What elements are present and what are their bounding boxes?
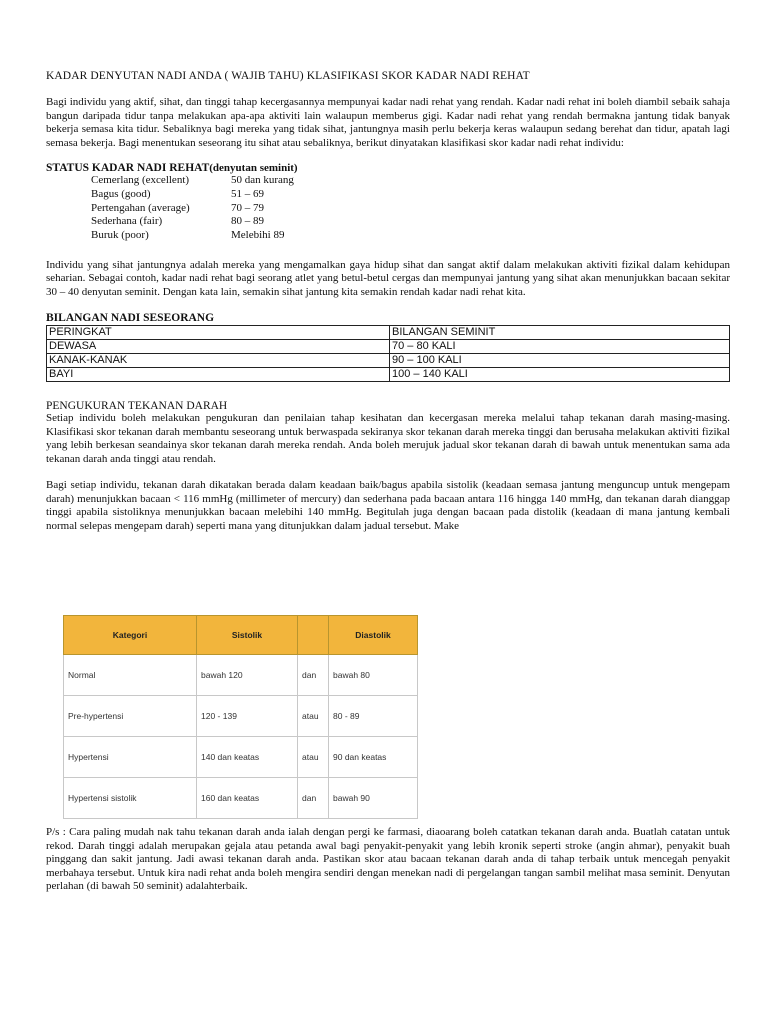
pulse-table	[46, 325, 730, 382]
document-page	[46, 70, 730, 533]
bp-header-cell: Kategori	[64, 616, 197, 655]
bp-cell: Normal	[64, 655, 197, 696]
status-value: 80 – 89	[231, 215, 264, 228]
bp-table	[63, 615, 418, 819]
bp-cell: 80 - 89	[329, 696, 418, 737]
table-cell: 100 – 140 KALI	[390, 368, 730, 382]
status-label: Bagus (good)	[91, 187, 151, 200]
table-row	[47, 368, 730, 382]
table-row	[64, 655, 418, 696]
table-row	[64, 778, 418, 819]
status-value: Melebihi 89	[231, 229, 285, 242]
status-list	[91, 174, 730, 243]
bp-cell: 160 dan keatas	[197, 778, 298, 819]
bp-header-cell	[298, 616, 329, 655]
table-row	[47, 354, 730, 368]
table-row	[47, 340, 730, 354]
bp-cell: 140 dan keatas	[197, 737, 298, 778]
bp-cell: 90 dan keatas	[329, 737, 418, 778]
bp-table-image	[63, 615, 418, 811]
status-value: 50 dan kurang	[231, 174, 294, 186]
bp-heading: PENGUKURAN TEKANAN DARAH	[46, 400, 228, 413]
status-row	[91, 215, 730, 229]
bp-cell: bawah 90	[329, 778, 418, 819]
paragraph-2: Individu yang sihat jantungnya adalah mereka yang mengamalkan gaya hidup sihat dan sangat aktif dalam melakukan aktiviti fizikal dalam kehidupan seharian. Sebagai contoh, kadar nadi rehat bagi seorang atlet yang betul-betul cergas dan mempunyai jantung yang sihat akan menunjukkan bacaan sekitar 30 – 40 denyutan seminit. Dengan kata lain, semakin sihat jantung kita semakin rendah kadar nadi rehat kita.	[46, 258, 730, 298]
bp-header-row	[64, 616, 418, 655]
bp-header-cell: Diastolik	[329, 616, 418, 655]
table-row	[64, 696, 418, 737]
bp-paragraph-1: Setiap individu boleh melakukan pengukuran dan penilaian tahap kesihatan dan kecergasan mereka melalui tahap tekanan darah masing-masing. Klasifikasi skor tekanan darah membantu seseorang untuk berwaspada sekiranya skor tekanan darah mereka tinggi dan berusaha melakukan aktiviti fizikal yang lebih berkesan seandainya skor tekanan darah mereka rendah. Anda boleh merujuk jadual skor tekanan darah di bawah untuk menentukan sama ada tekanan darah anda tinggi atau rendah.	[46, 412, 730, 465]
table-cell: DEWASA	[47, 340, 390, 354]
bp-cell: dan	[298, 655, 329, 696]
status-heading-sub: (denyutan seminit)	[209, 162, 298, 174]
bp-cell: atau	[298, 737, 329, 778]
status-heading-text: STATUS KADAR NADI REHAT	[46, 162, 210, 174]
bp-cell: atau	[298, 696, 329, 737]
status-value: 70 – 79	[231, 201, 264, 214]
table-row	[47, 326, 730, 340]
document-title: KADAR DENYUTAN NADI ANDA ( WAJIB TAHU) KLASIFIKASI SKOR KADAR NADI REHAT	[46, 70, 530, 82]
bp-cell: bawah 120	[197, 655, 298, 696]
bp-cell: bawah 80	[329, 655, 418, 696]
table-cell: KANAK-KANAK	[47, 354, 390, 368]
intro-paragraph: Bagi individu yang aktif, sihat, dan tinggi tahap kecergasannya mempunyai kadar nadi rehat yang rendah. Kadar nadi rehat ini boleh diambil sebaik sahaja bangun daripada tidur tanpa melakukan apa-apa aktiviti lain walaupun memberus gigi. Kadar nadi rehat yang rendah bermakna jantung tidak banyak bekerja semasa kita tidur. Sebaliknya bagi mereka yang tidak sihat, jantungnya masih perlu bekerja keras walaupun sedang berehat dan tidur, apatah lagi semasa bekerja. Bagi menentukan seseorang itu sihat atau sebaliknya, berikut dinyatakan klasifikasi skor kadar nadi rehat individu:	[46, 96, 730, 149]
table-cell: 90 – 100 KALI	[390, 354, 730, 368]
status-label: Sederhana (fair)	[91, 215, 163, 228]
bp-cell: dan	[298, 778, 329, 819]
table-cell: BILANGAN SEMINIT	[390, 326, 730, 340]
status-heading	[46, 162, 730, 174]
status-row	[91, 229, 730, 243]
table-cell: PERINGKAT	[47, 326, 390, 340]
status-row	[91, 174, 730, 188]
table-cell: 70 – 80 KALI	[390, 340, 730, 354]
status-value: 51 – 69	[231, 187, 264, 200]
bp-paragraph-2: Bagi setiap individu, tekanan darah dikatakan berada dalam keadaan baik/bagus apabila sistolik (keadaan semasa jantung menguncup untuk mengepam darah) menunjukkan bacaan < 116 mmHg (millimeter of mercury) dan sederhana pada bacaan antara 116 hingga 140 mmHg, dan tekanan darah dianggap tinggi apabila sistoliknya menunjukkan bacaan melebihi 140 mmHg. Begitulah juga dengan bacaan pada distolik (keadaan di mana jantung kembali normal selepas mengepam darah) seperti mana yang ditunjukkan dalam jadual tersebut. Make	[46, 479, 730, 532]
status-label: Pertengahan (average)	[91, 201, 190, 214]
status-row	[91, 202, 730, 216]
bp-cell: 120 - 139	[197, 696, 298, 737]
status-label: Cemerlang (excellent)	[91, 174, 190, 186]
bp-cell: Hypertensi sistolik	[64, 778, 197, 819]
pulse-heading: BILANGAN NADI SESEORANG	[46, 312, 215, 325]
bp-cell: Hypertensi	[64, 737, 197, 778]
bp-header-cell: Sistolik	[197, 616, 298, 655]
bp-cell: Pre-hypertensi	[64, 696, 197, 737]
status-label: Buruk (poor)	[91, 229, 149, 242]
table-row	[64, 737, 418, 778]
status-row	[91, 188, 730, 202]
table-cell: BAYI	[47, 368, 390, 382]
footer-paragraph: P/s : Cara paling mudah nak tahu tekanan darah anda ialah dengan pergi ke farmasi, diaoarang boleh catatkan tekanan darah anda. Buatlah catatan untuk rekod. Darah tinggi adalah merupakan gejala atau petanda awal bagi penyakit-penyakit yang lebih kronik seperti stroke (angin ahmar), penyakit buah pinggang dan sakit jantung. Jadi awasi tekanan darah anda. Pastikan skor atau bacaan tekanan darah anda di tahap terbaik untuk mencegah penyakit merbahaya tersebut. Untuk kira nadi rehat anda boleh mengira sendiri dengan menekan nadi di pergelangan tangan sambil melihat masa seminit. Denyutan perlahan (di bawah 50 seminit) adalahterbaik.	[46, 826, 730, 892]
